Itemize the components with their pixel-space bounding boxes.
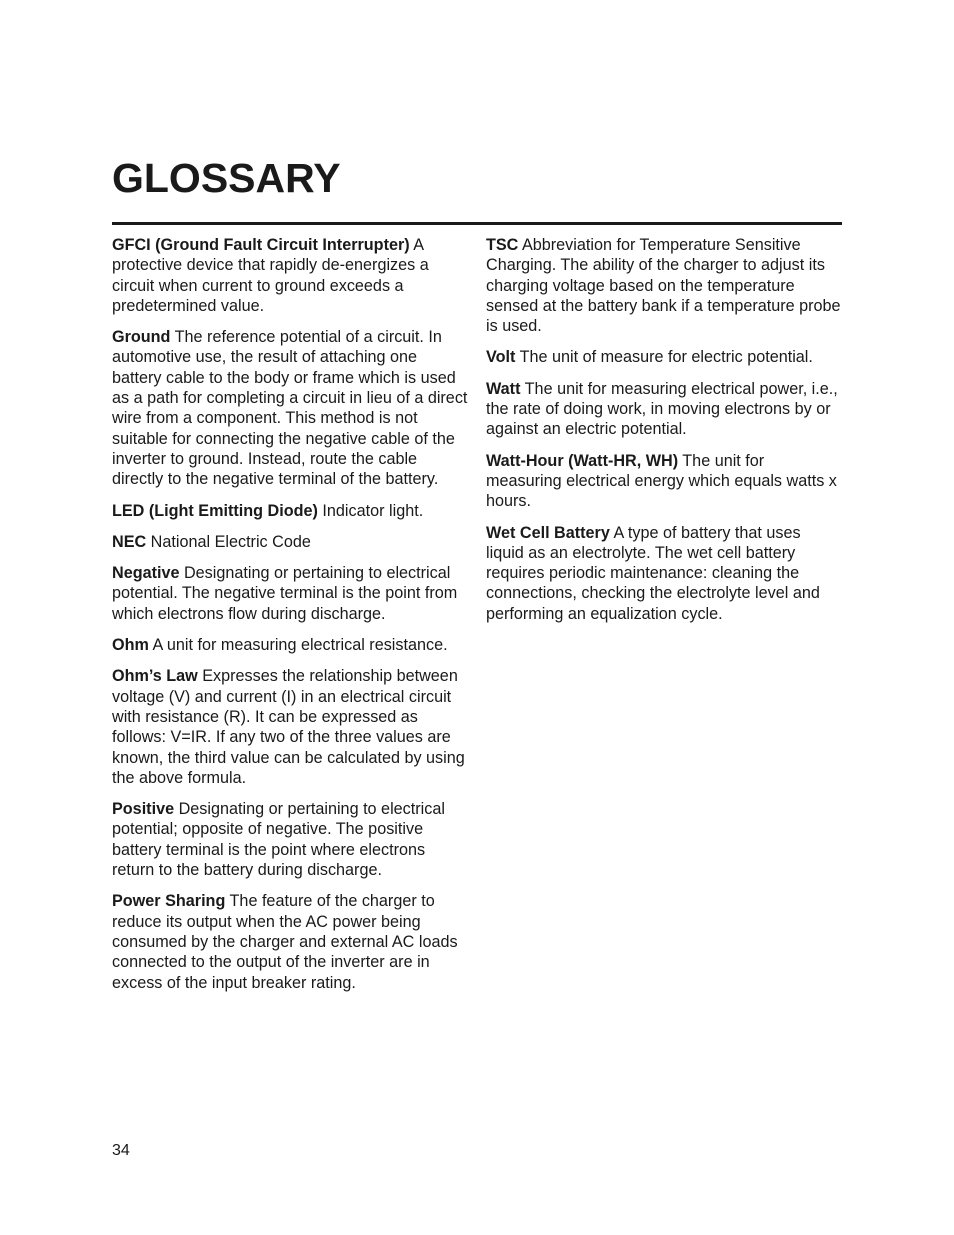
glossary-term: Ohm [112,636,149,655]
glossary-entry-watt [486,379,842,440]
glossary-entry-tsc [486,235,842,336]
glossary-definition: The unit of measure for electric potential. [515,348,813,367]
glossary-entry-gfci [112,235,468,316]
glossary-column-left [112,235,468,1004]
glossary-definition: Abbreviation for Temperature Sensitive Charging. The ability of the charger to adjust its charging voltage based on the temperature sensed at the battery bank if a temperature probe is used. [486,236,841,336]
glossary-definition: A unit for measuring electrical resistance. [148,636,448,655]
glossary-entry-power-sharing [112,891,468,992]
glossary-term: Positive [112,800,175,819]
page-number: 34 [112,1142,130,1159]
glossary-term: Ground [112,328,171,347]
page-title: GLOSSARY [112,155,341,201]
glossary-definition: The unit for measuring electrical power, i.e., the rate of doing work, in moving electrons by or against an electric potential. [486,379,838,439]
glossary-term: NEC [112,532,147,551]
glossary-term: GFCI (Ground Fault Circuit Interrupter) [112,236,410,254]
glossary-definition: The reference potential of a circuit. In automotive use, the result of attaching one battery cable to the body or frame which is used as a path for completing a circuit in lieu of a direct wire from a component. This method is not suitable for connecting the negative cable of the inverter to ground. Instead, route the cable directly to the negative terminal of the battery. [112,328,468,489]
glossary-definition: Indicator light. [317,501,424,520]
glossary-definition: Designating or pertaining to electrical potential. The negative terminal is the point from which electrons flow during discharge. [112,564,458,623]
glossary-entry-volt [486,347,842,367]
glossary-term: Power Sharing [112,892,226,911]
glossary-term: TSC [486,236,519,254]
glossary-entry-nec [112,532,468,552]
glossary-definition: National Electric Code [146,532,311,551]
glossary-term: Negative [112,564,180,583]
glossary-entry-watt-hour [486,451,842,512]
glossary-definition: A protective device that rapidly de-energizes a circuit when current to ground exceeds a predetermined value. [112,236,429,315]
glossary-entry-ohm [112,635,468,655]
glossary-term: Watt-Hour (Watt-HR, WH) [486,451,679,470]
glossary-column-right [486,235,842,635]
glossary-term: Wet Cell Battery [486,523,610,542]
glossary-entry-led [112,501,468,521]
glossary-entry-ohms-law [112,666,468,788]
glossary-definition: The feature of the charger to reduce its output when the AC power being consumed by the charger and external AC loads connected to the output of the inverter are in excess of the input breaker rating. [112,892,458,992]
glossary-definition: Expresses the relationship between voltage (V) and current (I) in an electrical circuit with resistance (R). It can be expressed as follows: V=IR. If any two of the three values are known, the third value can be calculated by using the above formula. [112,667,465,787]
glossary-term: LED (Light Emitting Diode) [112,501,318,520]
glossary-definition: A type of battery that uses liquid as an electrolyte. The wet cell battery requires periodic maintenance: cleaning the connections, checking the electrolyte level and performing an equalization cycle. [486,523,820,623]
glossary-term: Volt [486,348,516,367]
title-divider [112,222,842,225]
glossary-definition: The unit for measuring electrical energy which equals watts x hours. [486,451,837,511]
glossary-entry-wet-cell-battery [486,523,842,624]
glossary-entry-positive [112,799,468,880]
glossary-term: Ohm’s Law [112,667,198,686]
glossary-entry-negative [112,563,468,624]
glossary-term: Watt [486,379,521,398]
glossary-definition: Designating or pertaining to electrical potential; opposite of negative. The positive battery terminal is the point where electrons return to the battery during discharge. [112,800,445,880]
glossary-entry-ground [112,327,468,489]
